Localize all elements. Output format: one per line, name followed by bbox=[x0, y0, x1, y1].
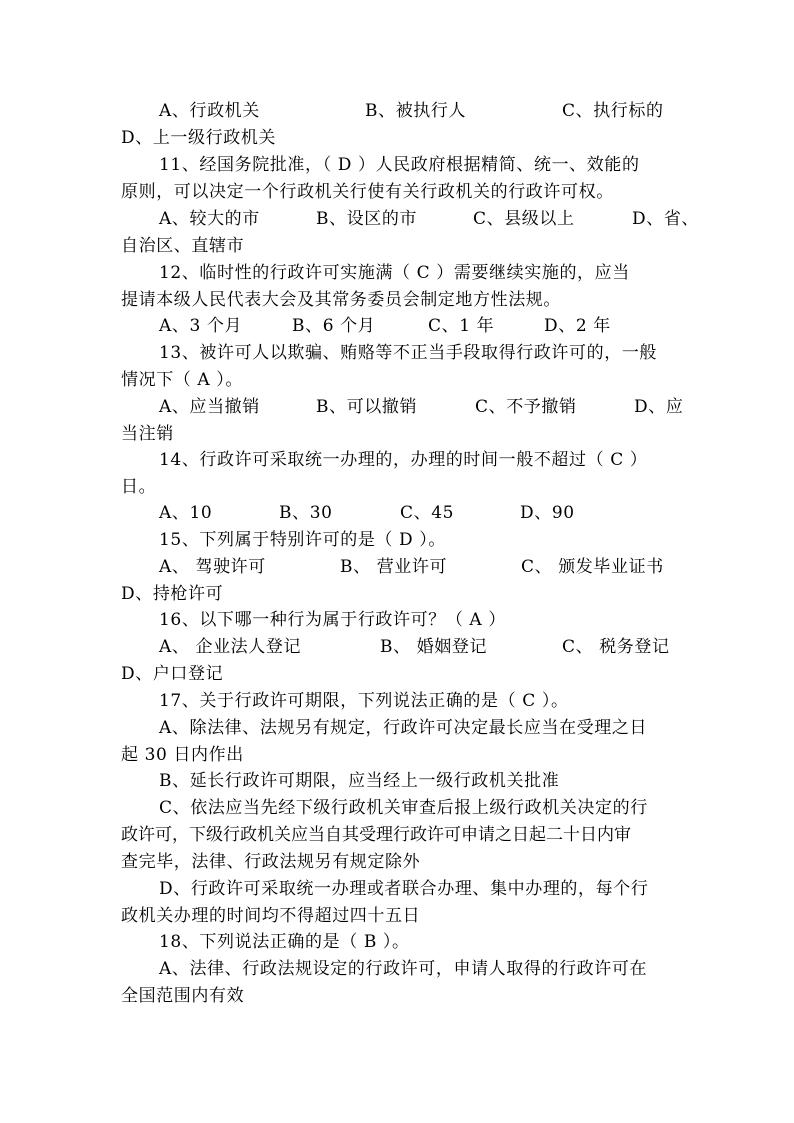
option-c: C、 税务登记 bbox=[562, 637, 670, 657]
question-11: 11、经国务院批准，（ D ）人民政府根据精简、统一、效能的 bbox=[159, 155, 640, 175]
option-a: A、行政机关 bbox=[159, 101, 260, 121]
option-c: C、 颁发毕业证书 bbox=[521, 557, 664, 577]
option-a: A、法律、行政法规设定的行政许可，申请人取得的行政许可在 bbox=[159, 959, 648, 979]
option-b: B、被执行人 bbox=[365, 101, 467, 121]
option-c: C、执行标的 bbox=[562, 101, 664, 121]
option-b: B、延长行政许可期限，应当经上一级行政机关批准 bbox=[159, 771, 560, 791]
option-a: A、较大的市 bbox=[159, 209, 260, 229]
option-a: A、 驾驶许可 bbox=[159, 557, 266, 577]
question-12-cont: 提请本级人民代表大会及其常务委员会制定地方性法规。 bbox=[121, 290, 561, 310]
option-d: D、持枪许可 bbox=[121, 584, 224, 604]
option-c-cont: 政许可，下级行政机关应当自其受理行政许可申请之日起二十日内审 bbox=[121, 825, 631, 845]
option-d-cont: 当注销 bbox=[121, 424, 174, 444]
option-a: A、除法律、法规另有规定，行政许可决定最长应当在受理之日 bbox=[159, 718, 648, 738]
option-d: D、2 年 bbox=[544, 316, 611, 336]
option-d-cont: 自治区、直辖市 bbox=[121, 236, 245, 256]
option-c: C、县级以上 bbox=[473, 209, 575, 229]
option-d: D、上一级行政机关 bbox=[121, 128, 277, 148]
option-d: D、省、 bbox=[632, 209, 700, 229]
option-a: A、3 个月 bbox=[159, 316, 243, 336]
question-12: 12、临时性的行政许可实施满（ C ）需要继续实施的，应当 bbox=[159, 263, 630, 283]
option-b: B、可以撤销 bbox=[316, 397, 418, 417]
option-c: C、依法应当先经下级行政机关审查后报上级行政机关决定的行 bbox=[159, 798, 648, 818]
option-d-cont: 政机关办理的时间均不得超过四十五日 bbox=[121, 906, 421, 926]
option-a-cont: 起 30 日内作出 bbox=[121, 745, 244, 765]
option-c-cont: 查完毕，法律、行政法规另有规定除外 bbox=[121, 852, 421, 872]
question-13: 13、被许可人以欺骗、贿赂等不正当手段取得行政许可的，一般 bbox=[159, 343, 658, 363]
option-d: D、应 bbox=[634, 397, 684, 417]
question-14: 14、行政许可采取统一办理的，办理的时间一般不超过（ C ） bbox=[159, 450, 648, 470]
option-a: A、应当撤销 bbox=[159, 397, 260, 417]
option-d: D、90 bbox=[520, 503, 575, 523]
option-b: B、 营业许可 bbox=[340, 557, 448, 577]
question-18: 18、下列说法正确的是（ B ）。 bbox=[159, 932, 410, 952]
option-c: C、1 年 bbox=[428, 316, 495, 336]
option-c: C、45 bbox=[400, 503, 455, 523]
option-a: A、 企业法人登记 bbox=[159, 637, 302, 657]
option-a: A、10 bbox=[159, 503, 213, 523]
question-15: 15、下列属于特别许可的是（ D ）。 bbox=[159, 530, 446, 550]
option-d: D、户口登记 bbox=[121, 664, 224, 684]
question-13-cont: 情况下（ A ）。 bbox=[121, 370, 243, 390]
option-b: B、6 个月 bbox=[292, 316, 376, 336]
option-b: B、30 bbox=[279, 503, 333, 523]
question-17: 17、关于行政许可期限，下列说法正确的是（ C ）。 bbox=[159, 691, 569, 711]
option-c: C、不予撤销 bbox=[475, 397, 577, 417]
option-a-cont: 全国范围内有效 bbox=[121, 986, 245, 1006]
option-b: B、设区的市 bbox=[316, 209, 418, 229]
question-11-cont: 原则，可以决定一个行政机关行使有关行政机关的行政许可权。 bbox=[121, 182, 614, 202]
question-14-cont: 日。 bbox=[121, 477, 157, 497]
question-16: 16、以下哪一种行为属于行政许可？（ A ） bbox=[159, 610, 506, 630]
option-b: B、 婚姻登记 bbox=[380, 637, 488, 657]
option-d: D、行政许可采取统一办理或者联合办理、集中办理的，每个行 bbox=[159, 879, 649, 899]
